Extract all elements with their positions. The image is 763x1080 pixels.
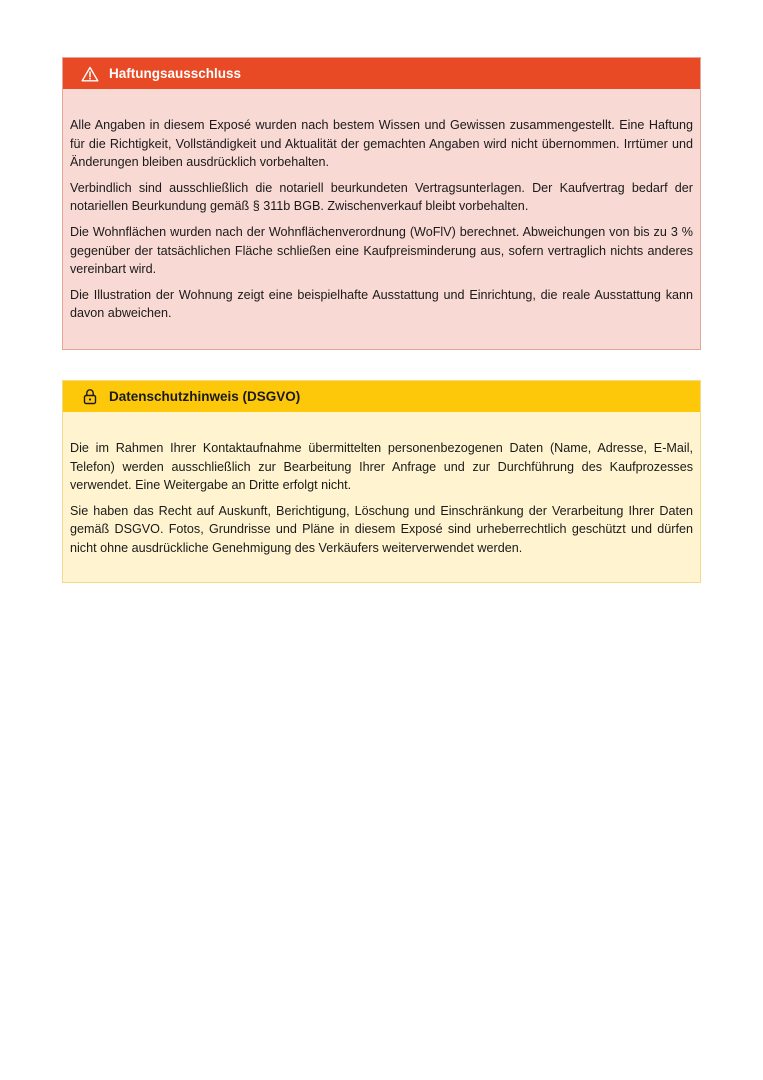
privacy-box xyxy=(62,380,701,583)
privacy-header xyxy=(63,381,700,412)
disclaimer-paragraph: Alle Angaben in diesem Exposé wurden nach bestem Wissen und Gewissen zusammengestellt. Eine Haftung für die Richtigkeit, Vollständigkeit und Aktualität der gemachten Angaben wird nicht übernommen. Irrtümer und Änderungen bleiben ausdrücklich vorbehalten. xyxy=(70,118,693,170)
disclaimer-header xyxy=(63,58,700,89)
disclaimer-paragraph: Verbindlich sind ausschließlich die notariell beurkundeten Vertragsunterlagen. Der Kaufvertrag bedarf der notariellen Beurkundung gemäß § 311b BGB. Zwischenverkauf bleibt vorbehalten. xyxy=(70,180,693,214)
disclaimer-body xyxy=(63,89,700,323)
disclaimer-paragraph: Die Wohnflächen wurden nach der Wohnflächenverordnung (WoFlV) berechnet. Abweichungen von bis zu 3 % gegenüber der tatsächlichen Fläche schließen eine Kaufpreisminderung aus, sofern vertraglich nichts anderes vereinbart wird. xyxy=(70,224,693,277)
privacy-body xyxy=(63,412,700,558)
privacy-title: Datenschutzhinweis (DSGVO) xyxy=(109,389,301,404)
disclaimer-paragraph: Die Illustration der Wohnung zeigt eine beispielhafte Ausstattung und Einrichtung, die reale Ausstattung kann davon abweichen. xyxy=(70,287,693,321)
disclaimer-title: Haftungsausschluss xyxy=(109,66,242,81)
privacy-paragraph: Die im Rahmen Ihrer Kontaktaufnahme übermittelten personenbezogenen Daten (Name, Adresse, E-Mail, Telefon) werden ausschließlich zur Bearbeitung Ihrer Anfrage und zur Durchführung des Kaufprozesses verwendet. Eine Weitergabe an Dritte erfolgt nicht. xyxy=(70,441,693,493)
privacy-paragraph: Sie haben das Recht auf Auskunft, Berichtigung, Löschung und Einschränkung der Verarbeitung Ihrer Daten gemäß DSGVO. Fotos, Grundrisse und Pläne in diesem Exposé sind urheberrechtlich geschützt und dürfen nicht ohne ausdrückliche Genehmigung des Verkäufers weiterverwendet werden. xyxy=(70,503,693,555)
disclaimer-box xyxy=(62,57,701,350)
warning-icon xyxy=(81,65,99,83)
lock-icon xyxy=(81,388,99,406)
